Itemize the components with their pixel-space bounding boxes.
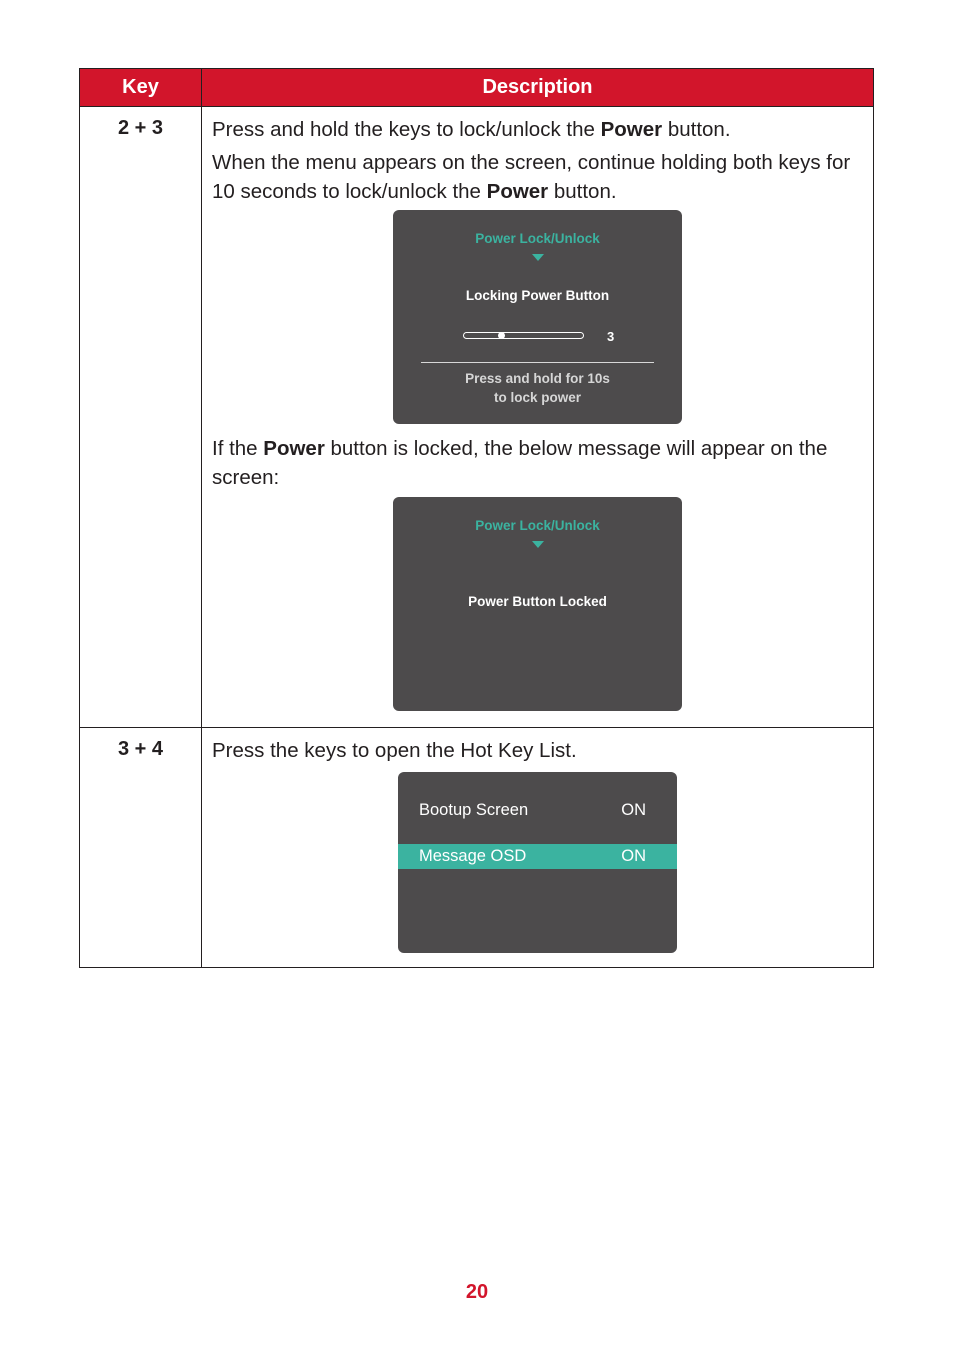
slider-value: 3 bbox=[607, 329, 615, 344]
hot-key-item-message-osd bbox=[398, 844, 677, 869]
bold-term: Power bbox=[263, 437, 325, 460]
text-run: button. bbox=[662, 118, 731, 141]
hot-key-value: ON bbox=[621, 847, 646, 865]
triangle-down-icon bbox=[532, 541, 544, 548]
header-description: Description bbox=[202, 69, 874, 107]
description-cell bbox=[202, 107, 874, 728]
key-combo-3-4: 3 + 4 bbox=[80, 728, 202, 968]
osd-message: Power Button Locked bbox=[468, 594, 607, 609]
hot-key-item-bootup-screen bbox=[398, 798, 677, 823]
triangle-down-icon bbox=[532, 254, 544, 261]
osd-power-lock-screen bbox=[393, 210, 682, 424]
table-row bbox=[80, 107, 874, 728]
hot-key-value: ON bbox=[621, 801, 646, 819]
page-number: 20 bbox=[465, 1281, 489, 1303]
bold-term: Power bbox=[600, 118, 663, 141]
instruction-text bbox=[212, 115, 863, 144]
osd-hint bbox=[393, 369, 682, 407]
instruction-text: Press the keys to open the Hot Key List. bbox=[212, 739, 577, 762]
text-run: button. bbox=[548, 180, 617, 203]
bold-term: Power bbox=[486, 180, 549, 203]
hint-line: Press and hold for 10s bbox=[465, 371, 610, 386]
text-run: If the bbox=[212, 437, 264, 460]
osd-title: Power Lock/Unlock bbox=[475, 518, 600, 533]
description-cell bbox=[202, 728, 874, 968]
osd-message: Locking Power Button bbox=[465, 288, 610, 303]
hint-line: to lock power bbox=[493, 390, 581, 405]
instruction-text bbox=[212, 434, 863, 492]
slider-knob bbox=[498, 332, 505, 339]
key-combo-2-3: 2 + 3 bbox=[80, 107, 202, 728]
osd-title: Power Lock/Unlock bbox=[475, 231, 600, 246]
text-run: When the menu appears on the screen, continue holding both keys for 10 seconds to lock/unlock the bbox=[212, 151, 851, 203]
hot-key-label: Message OSD bbox=[419, 847, 527, 865]
header-key: Key bbox=[80, 69, 202, 107]
countdown-slider bbox=[463, 332, 584, 339]
osd-hot-key-list bbox=[398, 772, 677, 953]
instruction-text bbox=[212, 148, 863, 206]
table-header-row bbox=[80, 69, 874, 107]
key-description-table bbox=[79, 68, 874, 968]
osd-power-locked-screen bbox=[393, 497, 682, 711]
table-row bbox=[80, 728, 874, 968]
divider bbox=[421, 362, 654, 363]
hot-key-label: Bootup Screen bbox=[419, 801, 529, 819]
text-run: button is locked, the below message will appear on the screen: bbox=[212, 437, 828, 489]
text-run: Press and hold the keys to lock/unlock the bbox=[212, 118, 601, 141]
